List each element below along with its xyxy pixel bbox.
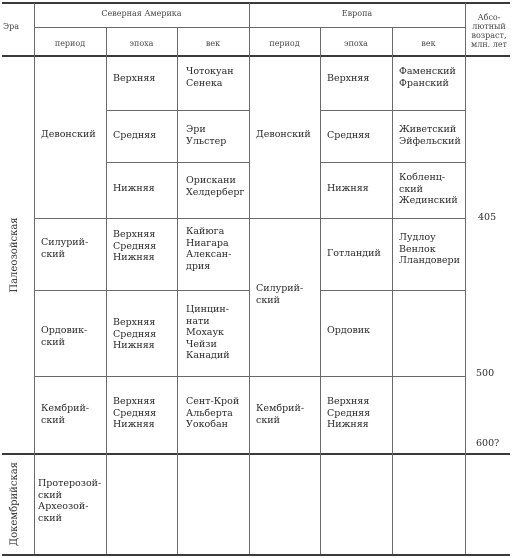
row-line-ordovician-bottom-eu	[249, 376, 465, 377]
eu-cambrian-period: Кембрий- ский	[256, 403, 305, 426]
eu-gotlandian-epoch: Готландий	[327, 248, 381, 259]
eu-devonian-lower-ages: Кобленц- ский Жединский	[399, 172, 458, 206]
na-ordovician-period: Ордовик- ский	[41, 325, 88, 348]
eu-devonian-upper-epoch: Верхняя	[327, 73, 370, 84]
header-bottom-border	[2, 55, 510, 57]
eu-devonian-middle-epoch: Средняя	[327, 130, 371, 141]
era-precambrian-label: Докембрийская	[9, 462, 20, 546]
table-top-border	[2, 2, 510, 4]
eu-silurian-period: Силурий- ский	[256, 283, 304, 306]
era-paleozoic-label: Палеозойская	[9, 217, 20, 293]
header-eu-age: век	[421, 39, 436, 48]
age-500: 500	[476, 368, 495, 379]
header-eu-epoch: эпоха	[344, 39, 368, 48]
na-devonian-middle-epoch: Средняя	[113, 130, 157, 141]
row-line-dev-upper-age	[177, 110, 249, 111]
age-600: 600?	[476, 438, 500, 449]
col-line-eu-epoch	[392, 27, 393, 554]
eu-devonian-period: Девонский	[256, 129, 311, 140]
row-line-devonian-bottom-eu	[249, 218, 465, 219]
col-line-region-split	[249, 3, 250, 554]
na-devonian-upper-epoch: Верхняя	[113, 73, 156, 84]
eu-devonian-upper-ages: Фаменский Франский	[399, 66, 456, 89]
na-ordovician-epochs: Верхняя Средняя Нижняя	[113, 317, 157, 351]
header-na-period: период	[54, 39, 86, 48]
na-cambrian-period: Кембрий- ский	[41, 403, 90, 426]
row-line-dev-upper	[106, 110, 177, 111]
eu-ordovician-epoch: Ордовик	[327, 325, 371, 336]
col-line-eu-period	[320, 27, 321, 554]
na-devonian-lower-ages: Орискани Хелдерберг	[186, 175, 245, 198]
region-header-divider	[34, 27, 466, 28]
eu-cambrian-epochs: Верхняя Средняя Нижняя	[327, 396, 371, 430]
row-line-ordovician-bottom-na	[34, 376, 249, 377]
na-cambrian-epochs: Верхняя Средняя Нижняя	[113, 396, 157, 430]
eu-gotlandian-ages: Лудлоу Венлок Лландовери	[399, 232, 460, 266]
header-na-age: век	[205, 39, 221, 48]
na-silurian-epochs: Верхняя Средняя Нижняя	[113, 229, 157, 263]
eu-devonian-lower-epoch: Нижняя	[327, 183, 369, 194]
col-line-na-epoch	[177, 27, 178, 554]
header-north-america: Северная Америка	[101, 9, 182, 18]
header-absolute-age: Абсо- лютный возраст, млн. лет	[471, 13, 507, 49]
na-precambrian-periods: Протерозой- ский Археозой- ский	[38, 478, 102, 524]
na-devonian-middle-ages: Эри Ульстер	[186, 124, 227, 147]
header-eu-period: период	[269, 39, 300, 48]
header-europe: Европа	[341, 9, 373, 18]
header-era: Эра	[3, 22, 20, 31]
na-devonian-upper-ages: Чотокуан Сенека	[186, 66, 234, 89]
row-line-devonian-bottom-na	[34, 218, 249, 219]
na-ordovician-ages: Цинцин- нати Мохаук Чейзи Канадий	[186, 304, 230, 361]
na-devonian-period: Девонский	[41, 129, 96, 140]
col-line-na-period	[106, 27, 107, 554]
paleozoic-bottom-border	[2, 453, 510, 455]
row-line-silurian-bottom-na	[34, 290, 249, 291]
table-bottom-border	[2, 554, 510, 556]
na-devonian-lower-epoch: Нижняя	[113, 183, 155, 194]
eu-devonian-middle-ages: Живетский Эйфельский	[399, 124, 461, 147]
na-silurian-ages: Кайюга Ниагара Алексан- дрия	[186, 226, 232, 272]
col-line-age	[465, 3, 466, 554]
na-cambrian-ages: Сент-Крой Альберта Уокобан	[186, 396, 240, 430]
col-line-era	[34, 3, 35, 554]
age-405: 405	[478, 212, 497, 223]
na-silurian-period: Силурий- ский	[41, 237, 89, 260]
header-na-epoch: эпоха	[129, 39, 154, 48]
